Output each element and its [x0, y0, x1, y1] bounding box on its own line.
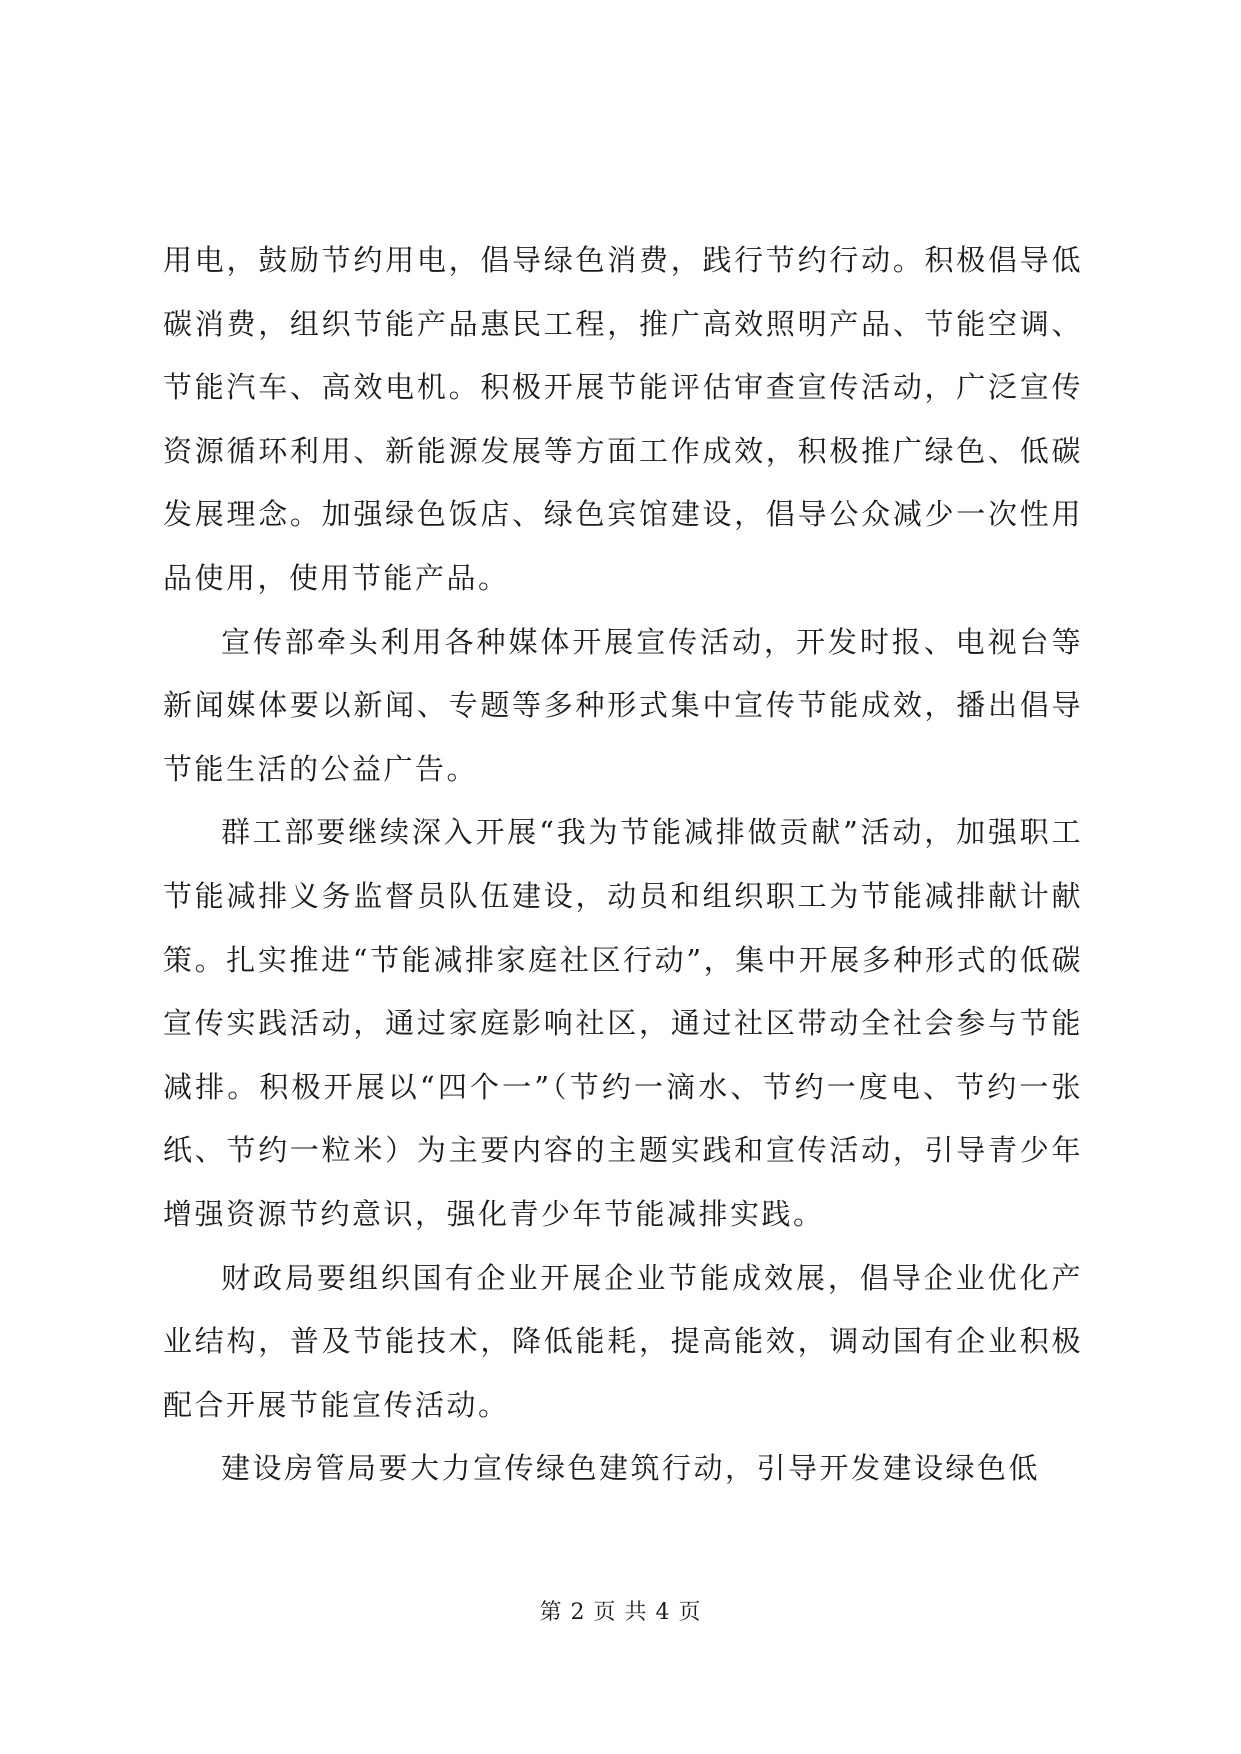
paragraph-energy-saving-consumption: 用电，鼓励节约用电，倡导绿色消费，践行节约行动。积极倡导低碳消费，组织节能产品惠民工程，推广高效照明产品、节能空调、节能汽车、高效电机。积极开展节能评估审查宣传活动，广泛宣传资源循环利用、新能源发展等方面工作成效，积极推广绿色、低碳发展理念。加强绿色饭店、绿色宾馆建设，倡导公众减少一次性用品使用，使用节能产品。	[163, 243, 1083, 595]
paragraph-publicity-department: 宣传部牵头利用各种媒体开展宣传活动，开发时报、电视台等新闻媒体要以新闻、专题等多种形式集中宣传节能成效，播出倡导节能生活的公益广告。	[163, 624, 1083, 786]
paragraph-housing-bureau: 建设房管局要大力宣传绿色建筑行动，引导开发建设绿色低	[221, 1451, 1041, 1486]
page-number-footer: 第 2 页 共 4 页	[539, 1600, 702, 1625]
document-body	[163, 229, 1083, 1501]
paragraph-mass-work-department: 群工部要继续深入开展“我为节能减排做贡献”活动，加强职工节能减排义务监督员队伍建设，动员和组织职工为节能减排献计献策。扎实推进“节能减排家庭社区行动”，集中开展多种形式的低碳宣传实践活动，通过家庭影响社区，通过社区带动全社会参与节能减排。积极开展以“四个一”（节约一滴水、节约一度电、节约一张纸、节约一粒米）为主要内容的主题实践和宣传活动，引导青少年增强资源节约意识，强化青少年节能减排实践。	[163, 815, 1083, 1231]
paragraph-finance-bureau: 财政局要组织国有企业开展企业节能成效展，倡导企业优化产业结构，普及节能技术，降低能耗，提高能效，调动国有企业积极配合开展节能宣传活动。	[163, 1260, 1083, 1422]
